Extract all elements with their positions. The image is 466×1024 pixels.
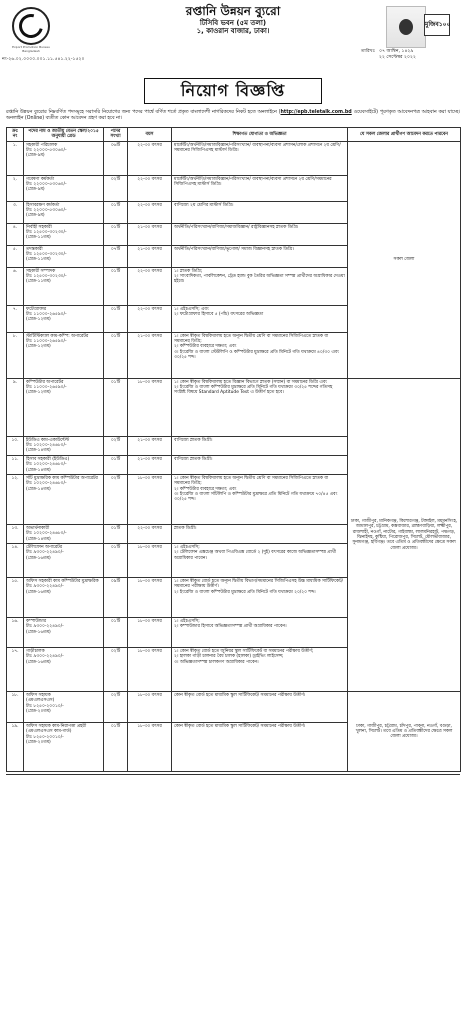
cell-count: ০১টি bbox=[104, 455, 128, 474]
cell-qualification: ১। এইচএসসি; ২। টেলিফোন এক্সচেঞ্জ অথবা পিএবিএক্স বোর্ডে ২ (দুই) বৎসরের কাজে অভিজ্ঞতাসম্পন্ন প্রার্থী অগ্রাধিকার পাবেন। bbox=[172, 544, 348, 578]
cell-post: অভ্যর্থনাকারী টাঃ ১০২০০-২৪৬৮০/- (গ্রেড-১৪তম) bbox=[24, 524, 104, 543]
table-row bbox=[7, 692, 461, 723]
cell-age: ১৮-৩০ বৎসর bbox=[128, 723, 172, 772]
cell-count: ০১টি bbox=[104, 378, 128, 436]
cell-serial: ৩. bbox=[7, 201, 24, 223]
cell-qualification: ১। এইচএসসি; এবং ২। ফটোগ্রাফার হিসাবে ৫ (পাঁচ) বৎসরের অভিজ্ঞতা bbox=[172, 305, 348, 332]
cell-count: ০১টি bbox=[104, 723, 128, 772]
cell-qualification: অর্থনীতি/পরিসংখ্যান/বাণিজ্য/সমাজবিজ্ঞান/ রাষ্ট্রবিজ্ঞানসহ স্নাতক ডিগ্রি। bbox=[172, 223, 348, 245]
cell-post: স্টাটিস্টিক্যাল কাম-কম্পি: অপারেটর টাঃ ১১০০০-২৬৫৯০/- (গ্রেড-১২তম) bbox=[24, 332, 104, 378]
cell-age: ২১-৩০ বৎসর bbox=[128, 245, 172, 267]
cell-post: সহকারী সম্পাদক টাঃ ১২৫০০-৩০২৩০/- (গ্রেড-১১তম) bbox=[24, 267, 104, 305]
cell-age: ২২-৩০ বৎসর bbox=[128, 201, 172, 223]
cell-qualification: কোন স্বীকৃত বোর্ড হতে মাধ্যমিক স্কুল সার্টিফিকেট/ সমমানের পরীক্ষায় উত্তীর্ণ। bbox=[172, 723, 348, 772]
cell-age: ২১-৩০ বৎসর bbox=[128, 436, 172, 455]
intro-text-after: ওয়েবসাইটে) পূরণকৃত আবেদনপত্র আহবান করা যাচ্ছে। অনলাইন (Online) ব্যতীত কোন আবেদন গ্রহণ করা হবে না। bbox=[6, 110, 460, 122]
cell-qualification: ১। কোন স্বীকৃত বিশ্ববিদ্যালয় হতে অন্যূন দ্বিতীয় শ্রেণি বা সমমানের সিজিপিএতে স্নাতক বা সমমানের ডিগ্রি; ২। কম্পিউটার ব্যবহারে দক্ষতা; এবং ৩। ইংরেজি ও বাংলা সাঁটলিপি ও কম্পিউটার মুদ্রাক্ষরে প্রতি মিনিটে গতি যথাক্রমে ৭০/৪৫ এবং ৩০/২৫ শব্দ। bbox=[172, 474, 348, 524]
cell-count: ০১টি bbox=[104, 524, 128, 543]
cell-qualification: বাণিজ্যে স্নাতক ডিগ্রী। bbox=[172, 455, 348, 474]
logo-caption: Export Promotion Bureau Bangladesh bbox=[12, 45, 50, 53]
cell-post: তদন্তকারী টাঃ ১২৫০০-৩০২৩০/- (গ্রেড-১১তম) bbox=[24, 245, 104, 267]
cell-qualification: স্নাতক ডিগ্রী। bbox=[172, 524, 348, 543]
memo-number: নং-২৬.০২.০০০০.০০১.১১.৫৪১.২২-১৫২০ bbox=[2, 57, 85, 62]
cell-count: ০১টি bbox=[104, 267, 128, 305]
table-header-row bbox=[7, 127, 461, 141]
cell-qualification: বাণিজ্যে ২য় শ্রেণির মাস্টার্স ডিগ্রি। bbox=[172, 201, 348, 223]
cell-qualification: বাণিজ্যে স্নাতক ডিগ্রী। bbox=[172, 436, 348, 455]
cell-post: নির্বাহী সহকারী টাঃ ১২৫০০-৩০২৩০/- (গ্রেড-১১তম) bbox=[24, 223, 104, 245]
cell-age: ২২-৩০ বৎসর bbox=[128, 524, 172, 543]
cell-qualification: ১। কোন স্বীকৃত বিশ্ববিদ্যালয় হতে অন্যূন দ্বিতীয় শ্রেণি বা সমমানের সিজিপিএতে স্নাতক বা সমমানের ডিগ্রি; ২। কম্পিউটার ব্যবহারে দক্ষতা; এবং ৩। ইংরেজি ও বাংলা স্টেটলিপি ও কম্পিউটার মুদ্রাক্ষরে প্রতি মিনিটে গতি যথাক্রমে ৪০/৩০ এবং ৩০/২৫ শব্দ। bbox=[172, 332, 348, 378]
cell-serial: ১০. bbox=[7, 436, 24, 455]
intro-text-before: রপ্তানি উন্নয়ন ব্যুরোর নিম্নবর্ণিত পদসমূহে সরাসরি নিয়োগের জন্য পদের পার্শ্বে বর্ণিত শর্তে প্রকৃত বাংলাদেশী নাগরিকদের নিকট হতে অনলাইনে ( bbox=[6, 110, 281, 115]
cell-qualification: কোন স্বীকৃত বোর্ড হতে মাধ্যমিক স্কুল সার্টিফিকেট/ সমমানের পরীক্ষায় উত্তীর্ণ। bbox=[172, 692, 348, 723]
cell-district-group3: ঢাকা, গাজীপুর, চট্টগ্রাম, চাঁদপুর, পাবনা, নওগাঁ, বগুড়া, খুলনা, সিলেট। তবে এতিম ও প্রতিবন্ধীদের ক্ষেত্রে সকল জেলা প্রযোজ্য। bbox=[348, 692, 461, 772]
table-row bbox=[7, 141, 461, 175]
cell-post: অফিস সহায়ক (এমএলএসএস) টাঃ ৮২৫০-২০০১০/- (গ্রেড-২০তম) bbox=[24, 692, 104, 723]
cell-age: ১৮-৩০ বৎসর bbox=[128, 578, 172, 618]
cell-post: সহকারী পরিচালক টাঃ ২২০০০-৫৩০৬০/- (গ্রেড-৯ম) bbox=[24, 141, 104, 175]
cell-count: ০১টি bbox=[104, 201, 128, 223]
cell-serial: ৯. bbox=[7, 378, 24, 436]
cell-post: সাঁট মুদ্রাক্ষরিক কাম কম্পিউটার অপারেটর টাঃ ১০২০০-২৪৬৮০/- (গ্রেড-১৪তম) bbox=[24, 474, 104, 524]
cell-age: ১৮-৩০ বৎসর bbox=[128, 544, 172, 578]
cell-count: ০২টি bbox=[104, 648, 128, 692]
cell-count: ০২টি bbox=[104, 692, 128, 723]
cell-age: ১৮-৩০ বৎসর bbox=[128, 692, 172, 723]
cell-serial: ১৬. bbox=[7, 618, 24, 648]
notice-title: নিয়োগ বিজ্ঞপ্তি bbox=[144, 78, 322, 104]
cell-age: ২১-৩০ বৎসর bbox=[128, 332, 172, 378]
header-qualification: শিক্ষাগত যোগ্যতা ও অভিজ্ঞতা bbox=[172, 127, 348, 141]
table-body bbox=[7, 141, 461, 771]
cell-post: কম্পাউন্ডার টাঃ ৯৩০০-২২৪৯০/- (গ্রেড-১৬তম) bbox=[24, 618, 104, 648]
cell-count: ০১টি bbox=[104, 332, 128, 378]
intro-paragraph bbox=[6, 110, 460, 123]
cell-qualification: মার্কেটিং/অর্থনীতি/সমাজবিজ্ঞান/পরিসংখ্যান/ ব্যবস্থাপনা/ব্যবসা প্রশাসনে ২য় শ্রেণি/সমমানের সিজিপিএসহ মাস্টার্স ডিগ্রি। bbox=[172, 175, 348, 201]
cell-post: গবেষণা কর্মকর্তা টাঃ ২২০০০-৫৩০৬০/- (গ্রেড-৯ম) bbox=[24, 175, 104, 201]
cell-age: ২২-৩০ বৎসর bbox=[128, 267, 172, 305]
cell-age: ১৮-৩০ বৎসর bbox=[128, 618, 172, 648]
cell-serial: ৫. bbox=[7, 245, 24, 267]
cell-district-group2: ঢাকা, গাজীপুর, মানিকগঞ্জ, কিশোরগঞ্জ, টাঙ্গাইল, ময়মনসিংহ, জামালপুর, চট্টগ্রাম, কক্সবাজার, ব্রাহ্মণবাড়িয়া, লক্ষ্মীপুর, রাজশাহী, নওগাঁ, নাটোর, গাইবান্ধা, লালমনিরহাট, পঞ্চগড়, ঝিনাইদহ, কুষ্টিয়া, পিরোজপুর, সিলেট, মৌলভীবাজার, সুনামগঞ্জ, হবিগঞ্জ। তবে এতিম ও প্রতিবন্ধীদের ক্ষেত্রে সকল জেলা প্রযোজ্য। bbox=[348, 378, 461, 691]
cell-count: ০১টি bbox=[104, 618, 128, 648]
cell-count: ০১টি bbox=[104, 223, 128, 245]
cell-serial: ১৭. bbox=[7, 648, 24, 692]
footer-divider bbox=[6, 774, 460, 780]
cell-post: হিসাব সহকারী (ইউডিএ) টাঃ ১০২০০-২৪৬৮০/- (গ্রেড-১৪তম) bbox=[24, 455, 104, 474]
cell-count: ০২টি bbox=[104, 474, 128, 524]
mujib100-badge: মুজিব১০০ bbox=[424, 14, 450, 36]
cell-serial: ১. bbox=[7, 141, 24, 175]
cell-serial: ৮. bbox=[7, 332, 24, 378]
address-line-2: ১, কাওরান বাজার, ঢাকা। bbox=[196, 27, 270, 36]
date-english: ২২ সেপ্টেম্বর ২০২২ bbox=[378, 54, 416, 60]
cell-post: কম্পিউটার অপারেটর টাঃ ১১০০০-২৬৫৯০/- (গ্রেড-১২তম) bbox=[24, 378, 104, 436]
header-post: পদের নাম ও জাতীয় বেতন স্কেল/২০১৫ অনুযায়ী গ্রেড bbox=[24, 127, 104, 141]
cell-qualification: ১। স্নাতক ডিগ্রি; ২। সাংবাদিকতা, পাবলিকেশন, ট্রেড হ্যান্ড বুক তৈরির অভিজ্ঞতা সম্পন্ন প্রার্থীদের অগ্রাধিকার দেওয়া হইবে। bbox=[172, 267, 348, 305]
cell-age: ১৮-৩০ বৎসর bbox=[128, 648, 172, 692]
cell-qualification: ১। এইচএসসি; ২। কম্পাউন্ডার হিসাবে অভিজ্ঞতাসম্পন্ন প্রার্থী অগ্রাধিকার পাবেন। bbox=[172, 618, 348, 648]
cell-serial: ১৫. bbox=[7, 578, 24, 618]
cell-age: ২১-৩০ বৎসর bbox=[128, 223, 172, 245]
cell-post: ফটোগ্রাফার টাঃ ১১০০০-২৬৫৯০/- (গ্রেড-১২তম) bbox=[24, 305, 104, 332]
cell-count: ০১টি bbox=[104, 544, 128, 578]
cell-serial: ৭. bbox=[7, 305, 24, 332]
cell-serial: ১৩. bbox=[7, 524, 24, 543]
cell-count: ০১টি bbox=[104, 305, 128, 332]
cell-serial: ২. bbox=[7, 175, 24, 201]
cell-serial: ১৮. bbox=[7, 692, 24, 723]
cell-post: অফিস সহায়ক কাম-নিরাপত্তা প্রহরী (এমএলএসএস কাম-গার্ড) টাঃ ৮২৫০-২০০১০/- (গ্রেড-২০তম) bbox=[24, 723, 104, 772]
cell-age: ২১-৩০ বৎসর bbox=[128, 455, 172, 474]
cell-serial: ১৯. bbox=[7, 723, 24, 772]
cell-post: টেলিফোন অপারেটর টাঃ ৯৩০০-২২৪৯০/- (গ্রেড-১৬তম) bbox=[24, 544, 104, 578]
organization-name: রপ্তানি উন্নয়ন ব্যুরো bbox=[185, 4, 281, 18]
cell-post: অফিস সহকারী কাম কম্পিউটার মুদ্রাক্ষরিক টাঃ ৯৩০০-২২৪৯০/- (গ্রেড-১৬তম) bbox=[24, 578, 104, 618]
cell-serial: ১১. bbox=[7, 455, 24, 474]
cell-age: ২২-৩০ বৎসর bbox=[128, 305, 172, 332]
cell-age: ১৮-৩০ বৎসর bbox=[128, 378, 172, 436]
cell-post: হিসাবরক্ষণ কর্মকর্তা টাঃ ২২০০০-৫৩০৬০/- (গ্রেড-৯ম) bbox=[24, 201, 104, 223]
cell-count: ০৭টি bbox=[104, 245, 128, 267]
cell-qualification: মার্কেটিং/অর্থনীতি/সমাজবিজ্ঞান/পরিসংখ্যান/ ব্যবস্থাপনা/ব্যবসা প্রশাসন/লোক প্রশাসনে ২য় শ্রেণি/সমমানের সিজিপিএসহ মাস্টার্স ডিগ্রি। bbox=[172, 141, 348, 175]
cell-serial: ১৪. bbox=[7, 544, 24, 578]
cell-count: ০৬টি bbox=[104, 141, 128, 175]
table-row bbox=[7, 378, 461, 436]
cell-qualification: ১। কোন স্বীকৃত বোর্ড হতে অন্যূন দ্বিতীয় বিভাগ/সমমানের সিজিপিএসহ উচ্চ মাধ্যমিক সার্টিফিকেট/সমমানের পরীক্ষায় উত্তীর্ণ। ২। ইংরেজি ও বাংলা কম্পিউটার মুদ্রাক্ষরে প্রতি মিনিটে গতি যথাক্রমে ২০/২০ শব্দ। bbox=[172, 578, 348, 618]
header-serial: ক্রঃ নং bbox=[7, 127, 24, 141]
date-label: তারিখঃ bbox=[360, 49, 376, 54]
vacancy-table bbox=[6, 127, 461, 772]
cell-qualification: ১। কোন স্বীকৃত বিশ্ববিদ্যালয় হতে বিজ্ঞান বিভাগে স্নাতক (সম্মান) বা সমমানের ডিগ্রি এবং ২। ইংরেজি ও বাংলা কম্পিউটার মুদ্রাক্ষরে প্রতি মিনিটে গতি যথাক্রমে ৩০/২৫ শব্দের গতিসহ সংশ্লিষ্ট বিষয়ে Standard Aptitude Test এ উত্তীর্ণ হতে হবে। bbox=[172, 378, 348, 436]
application-link[interactable]: http://epb.teletalk.com.bd bbox=[280, 110, 352, 115]
cell-count: ০২টি bbox=[104, 175, 128, 201]
header-district: যে সকল জেলার প্রার্থীগণ আবেদন করতে পারবেন bbox=[348, 127, 461, 141]
portrait-image bbox=[386, 6, 426, 48]
date-block bbox=[361, 49, 416, 60]
header-count: পদের সংখ্যা bbox=[104, 127, 128, 141]
cell-age: ২২-৩০ বৎসর bbox=[128, 141, 172, 175]
cell-district-all: সকল জেলা bbox=[348, 141, 461, 378]
cell-age: ১৮-৩০ বৎসর bbox=[128, 474, 172, 524]
cell-serial: ৪. bbox=[7, 223, 24, 245]
cell-post: ইউডিএ কাম-একাউন্টেন্ট টাঃ ১০২০০-২৪৬৮০/- (গ্রেড-১৪তম) bbox=[24, 436, 104, 455]
cell-serial: ১২. bbox=[7, 474, 24, 524]
cell-post: গাড়ীচালক টাঃ ৯৩০০-২২৪৯০/- (গ্রেড-১৬তম) bbox=[24, 648, 104, 692]
cell-count: ০৯টি bbox=[104, 578, 128, 618]
cell-age: ২২-৩০ বৎসর bbox=[128, 175, 172, 201]
cell-serial: ৬. bbox=[7, 267, 24, 305]
header-age: বয়স bbox=[128, 127, 172, 141]
cell-count: ০২টি bbox=[104, 436, 128, 455]
date-bangla: ০৭ আশ্বিন, ১৪২৯ bbox=[379, 49, 414, 54]
address-line-1: টিসিবি ভবন (৫ম তলা) bbox=[199, 18, 267, 27]
cell-qualification: ১। কোন স্বীকৃত বোর্ড হতে জুনিয়র স্কুল সার্টিফিকেট বা সমমানের পরীক্ষায় উত্তীর্ণ; ২। হালকা গাড়ী চালনার বৈধ চালক (হালকা) ড্রাইভিং লাইসেন্স; ৩। অভিজ্ঞতাসম্পন্ন চালকগণ অগ্রাধিকার পাবেন। bbox=[172, 648, 348, 692]
cell-qualification: অর্থনীতি/পরিসংখ্যান/বাণিজ্য/ভূগোল/ সমাজ বিজ্ঞানসহ স্নাতক ডিগ্রি। bbox=[172, 245, 348, 267]
